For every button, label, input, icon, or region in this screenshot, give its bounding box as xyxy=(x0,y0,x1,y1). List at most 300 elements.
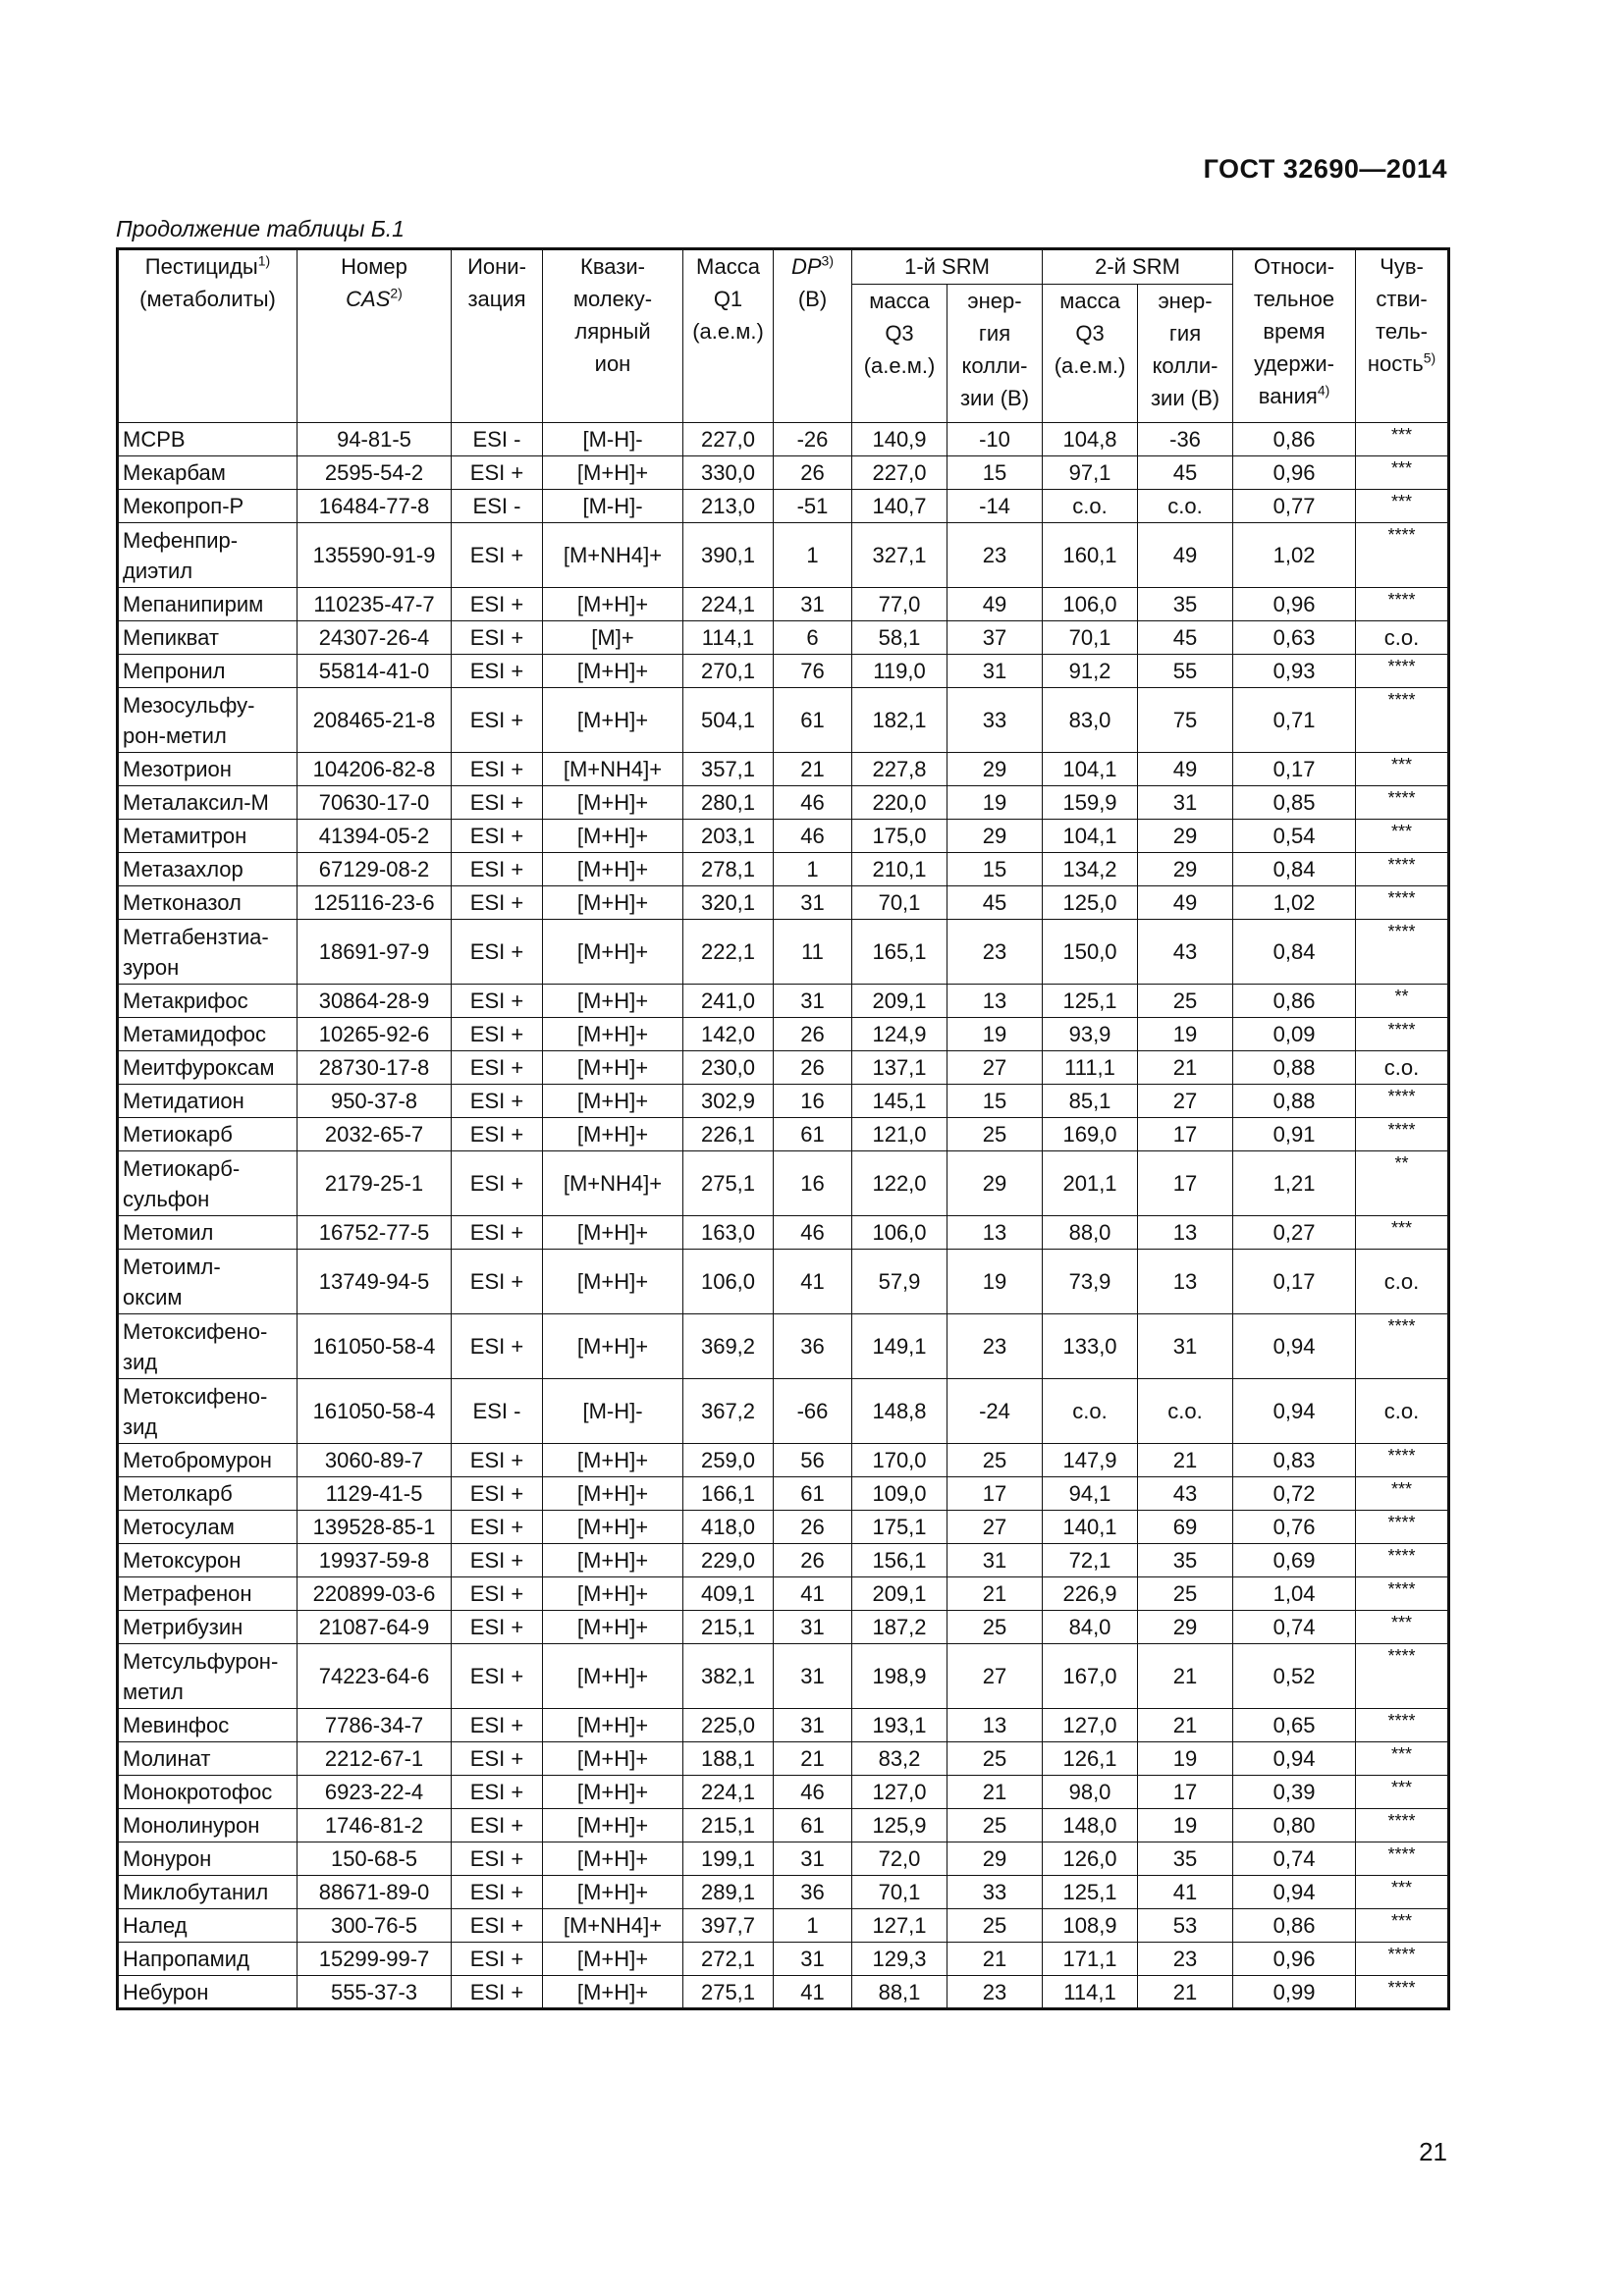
sensitivity-cell: *** xyxy=(1356,820,1449,853)
srm1-energy-cell: 29 xyxy=(947,753,1043,786)
pesticide-name-cell: Метоксурон xyxy=(118,1544,298,1577)
pesticide-name-cell: Метоимл- оксим xyxy=(118,1250,298,1314)
table-row xyxy=(118,1118,1449,1151)
relative-time-cell: 0,88 xyxy=(1233,1051,1356,1085)
mass-q1-cell: 278,1 xyxy=(683,853,774,886)
srm2-mass-q3-cell: 111,1 xyxy=(1043,1051,1138,1085)
sensitivity-cell: **** xyxy=(1356,1511,1449,1544)
mass-q1-cell: 369,2 xyxy=(683,1314,774,1379)
srm1-energy-cell: 27 xyxy=(947,1644,1043,1709)
srm1-mass-q3-cell: 227,0 xyxy=(852,456,947,490)
srm2-mass-q3-cell: 73,9 xyxy=(1043,1250,1138,1314)
srm1-mass-q3-cell: 148,8 xyxy=(852,1379,947,1444)
pesticide-name-cell: Метомил xyxy=(118,1216,298,1250)
relative-time-cell: 0,39 xyxy=(1233,1776,1356,1809)
table-row xyxy=(118,688,1449,753)
pesticide-name-cell: Мекопроп-Р xyxy=(118,490,298,523)
srm1-energy-cell: 15 xyxy=(947,853,1043,886)
dp-cell: -51 xyxy=(774,490,852,523)
dp-cell: 61 xyxy=(774,1809,852,1842)
srm2-mass-q3-cell: 160,1 xyxy=(1043,523,1138,588)
relative-time-cell: 0,74 xyxy=(1233,1611,1356,1644)
mass-q1-cell: 275,1 xyxy=(683,1151,774,1216)
table-row xyxy=(118,490,1449,523)
srm1-mass-q3-cell: 137,1 xyxy=(852,1051,947,1085)
quasi-ion-cell: [M+H]+ xyxy=(543,1943,683,1976)
srm1-energy-cell: 25 xyxy=(947,1444,1043,1477)
dp-cell: 26 xyxy=(774,456,852,490)
pesticide-name-cell: Метобромурон xyxy=(118,1444,298,1477)
table-row xyxy=(118,1051,1449,1085)
srm1-energy-cell: 37 xyxy=(947,621,1043,655)
dp-cell: 1 xyxy=(774,1909,852,1943)
pesticide-name-cell: Налед xyxy=(118,1909,298,1943)
mass-q1-cell: 213,0 xyxy=(683,490,774,523)
dp-cell: 31 xyxy=(774,1943,852,1976)
cas-cell: 125116-23-6 xyxy=(298,886,452,920)
srm2-mass-q3-cell: 84,0 xyxy=(1043,1611,1138,1644)
pesticide-name-cell: Метазахлор xyxy=(118,853,298,886)
quasi-ion-cell: [M+H]+ xyxy=(543,1644,683,1709)
relative-time-cell: 0,54 xyxy=(1233,820,1356,853)
srm1-energy-cell: 13 xyxy=(947,1216,1043,1250)
mass-q1-cell: 224,1 xyxy=(683,588,774,621)
cas-cell: 19937-59-8 xyxy=(298,1544,452,1577)
table-row xyxy=(118,985,1449,1018)
quasi-ion-cell: [M+H]+ xyxy=(543,456,683,490)
srm2-energy-cell: 17 xyxy=(1138,1776,1233,1809)
mass-q1-cell: 230,0 xyxy=(683,1051,774,1085)
sensitivity-cell: *** xyxy=(1356,1776,1449,1809)
quasi-ion-cell: [M+H]+ xyxy=(543,1118,683,1151)
mass-q1-cell: 188,1 xyxy=(683,1742,774,1776)
cas-cell: 150-68-5 xyxy=(298,1842,452,1876)
relative-time-cell: 0,94 xyxy=(1233,1314,1356,1379)
srm1-energy-cell: -10 xyxy=(947,423,1043,456)
srm2-mass-q3-cell: 104,1 xyxy=(1043,753,1138,786)
cas-cell: 6923-22-4 xyxy=(298,1776,452,1809)
srm2-energy-cell: 49 xyxy=(1138,523,1233,588)
ionization-cell: ESI + xyxy=(452,1842,543,1876)
srm2-mass-q3-cell: 72,1 xyxy=(1043,1544,1138,1577)
quasi-ion-cell: [M+H]+ xyxy=(543,588,683,621)
quasi-ion-cell: [M+H]+ xyxy=(543,655,683,688)
ionization-cell: ESI + xyxy=(452,1776,543,1809)
mass-q1-cell: 203,1 xyxy=(683,820,774,853)
ionization-cell: ESI + xyxy=(452,655,543,688)
srm1-energy-cell: 33 xyxy=(947,1876,1043,1909)
dp-cell: 41 xyxy=(774,1976,852,2009)
pesticide-name-cell: Меитфуроксам xyxy=(118,1051,298,1085)
dp-cell: 31 xyxy=(774,1644,852,1709)
quasi-ion-cell: [M-H]- xyxy=(543,1379,683,1444)
quasi-ion-cell: [M+H]+ xyxy=(543,1776,683,1809)
srm2-mass-q3-cell: 159,9 xyxy=(1043,786,1138,820)
table-row xyxy=(118,1511,1449,1544)
mass-q1-cell: 418,0 xyxy=(683,1511,774,1544)
cas-cell: 2595-54-2 xyxy=(298,456,452,490)
relative-time-cell: 0,09 xyxy=(1233,1018,1356,1051)
ionization-cell: ESI + xyxy=(452,985,543,1018)
srm2-energy-cell: 27 xyxy=(1138,1085,1233,1118)
srm2-energy-cell: 25 xyxy=(1138,985,1233,1018)
srm2-energy-cell: 75 xyxy=(1138,688,1233,753)
ionization-cell: ESI + xyxy=(452,688,543,753)
srm2-energy-cell: 19 xyxy=(1138,1809,1233,1842)
mass-q1-cell: 225,0 xyxy=(683,1709,774,1742)
mass-q1-cell: 259,0 xyxy=(683,1444,774,1477)
header-mass-q1: Масса Q1 (а.е.м.) xyxy=(683,249,774,423)
cas-cell: 74223-64-6 xyxy=(298,1644,452,1709)
srm2-energy-cell: 29 xyxy=(1138,820,1233,853)
srm2-mass-q3-cell: 106,0 xyxy=(1043,588,1138,621)
srm2-energy-cell: 21 xyxy=(1138,1976,1233,2009)
mass-q1-cell: 382,1 xyxy=(683,1644,774,1709)
table-row xyxy=(118,1444,1449,1477)
quasi-ion-cell: [M+H]+ xyxy=(543,1250,683,1314)
cas-cell: 208465-21-8 xyxy=(298,688,452,753)
cas-cell: 16752-77-5 xyxy=(298,1216,452,1250)
quasi-ion-cell: [M+H]+ xyxy=(543,1085,683,1118)
sensitivity-cell: *** xyxy=(1356,490,1449,523)
ionization-cell: ESI + xyxy=(452,1577,543,1611)
dp-cell: 26 xyxy=(774,1511,852,1544)
ionization-cell: ESI + xyxy=(452,1314,543,1379)
quasi-ion-cell: [M+H]+ xyxy=(543,820,683,853)
dp-cell: 31 xyxy=(774,985,852,1018)
relative-time-cell: 0,96 xyxy=(1233,588,1356,621)
quasi-ion-cell: [M+NH4]+ xyxy=(543,753,683,786)
srm2-energy-cell: 21 xyxy=(1138,1709,1233,1742)
srm1-mass-q3-cell: 227,8 xyxy=(852,753,947,786)
srm2-mass-q3-cell: 201,1 xyxy=(1043,1151,1138,1216)
cas-cell: 300-76-5 xyxy=(298,1909,452,1943)
srm1-mass-q3-cell: 125,9 xyxy=(852,1809,947,1842)
ionization-cell: ESI + xyxy=(452,588,543,621)
cas-cell: 67129-08-2 xyxy=(298,853,452,886)
cas-cell: 24307-26-4 xyxy=(298,621,452,655)
srm2-mass-q3-cell: 108,9 xyxy=(1043,1909,1138,1943)
quasi-ion-cell: [M+H]+ xyxy=(543,1511,683,1544)
ionization-cell: ESI + xyxy=(452,1809,543,1842)
mass-q1-cell: 275,1 xyxy=(683,1976,774,2009)
relative-time-cell: 0,80 xyxy=(1233,1809,1356,1842)
mass-q1-cell: 215,1 xyxy=(683,1809,774,1842)
table-row xyxy=(118,1544,1449,1577)
srm2-energy-cell: 29 xyxy=(1138,853,1233,886)
srm2-energy-cell: 13 xyxy=(1138,1216,1233,1250)
dp-cell: 21 xyxy=(774,753,852,786)
dp-cell: 56 xyxy=(774,1444,852,1477)
pesticide-name-cell: Миклобутанил xyxy=(118,1876,298,1909)
srm1-energy-cell: 19 xyxy=(947,786,1043,820)
dp-cell: 46 xyxy=(774,1216,852,1250)
srm2-mass-q3-cell: 140,1 xyxy=(1043,1511,1138,1544)
dp-cell: 41 xyxy=(774,1577,852,1611)
cas-cell: 70630-17-0 xyxy=(298,786,452,820)
srm1-energy-cell: 33 xyxy=(947,688,1043,753)
ionization-cell: ESI + xyxy=(452,753,543,786)
dp-cell: 26 xyxy=(774,1018,852,1051)
srm1-energy-cell: 19 xyxy=(947,1250,1043,1314)
quasi-ion-cell: [M+H]+ xyxy=(543,786,683,820)
mass-q1-cell: 302,9 xyxy=(683,1085,774,1118)
mass-q1-cell: 142,0 xyxy=(683,1018,774,1051)
ionization-cell: ESI + xyxy=(452,820,543,853)
sensitivity-cell: **** xyxy=(1356,1943,1449,1976)
mass-q1-cell: 215,1 xyxy=(683,1611,774,1644)
srm2-energy-cell: 21 xyxy=(1138,1644,1233,1709)
srm1-energy-cell: 23 xyxy=(947,523,1043,588)
sensitivity-cell: **** xyxy=(1356,1976,1449,2009)
srm2-energy-cell: с.о. xyxy=(1138,490,1233,523)
table-row xyxy=(118,1085,1449,1118)
srm1-mass-q3-cell: 127,0 xyxy=(852,1776,947,1809)
srm2-energy-cell: 31 xyxy=(1138,786,1233,820)
dp-cell: 31 xyxy=(774,1611,852,1644)
relative-time-cell: 0,83 xyxy=(1233,1444,1356,1477)
srm1-energy-cell: 49 xyxy=(947,588,1043,621)
relative-time-cell: 0,99 xyxy=(1233,1976,1356,2009)
srm1-mass-q3-cell: 175,0 xyxy=(852,820,947,853)
cas-cell: 2212-67-1 xyxy=(298,1742,452,1776)
quasi-ion-cell: [M+H]+ xyxy=(543,1709,683,1742)
relative-time-cell: 0,17 xyxy=(1233,753,1356,786)
pesticide-name-cell: Метсульфурон- метил xyxy=(118,1644,298,1709)
srm1-energy-cell: 25 xyxy=(947,1809,1043,1842)
relative-time-cell: 0,84 xyxy=(1233,853,1356,886)
srm1-mass-q3-cell: 210,1 xyxy=(852,853,947,886)
srm2-mass-q3-cell: 94,1 xyxy=(1043,1477,1138,1511)
sensitivity-cell: с.о. xyxy=(1356,1250,1449,1314)
table-row xyxy=(118,1809,1449,1842)
sensitivity-cell: с.о. xyxy=(1356,1051,1449,1085)
quasi-ion-cell: [M+H]+ xyxy=(543,1051,683,1085)
header-srm2-mass-q3: масса Q3 (а.е.м.) xyxy=(1043,285,1138,423)
srm1-energy-cell: 21 xyxy=(947,1577,1043,1611)
mass-q1-cell: 199,1 xyxy=(683,1842,774,1876)
pesticide-name-cell: Металаксил-М xyxy=(118,786,298,820)
cas-cell: 28730-17-8 xyxy=(298,1051,452,1085)
dp-cell: 6 xyxy=(774,621,852,655)
srm2-mass-q3-cell: 114,1 xyxy=(1043,1976,1138,2009)
ionization-cell: ESI + xyxy=(452,1976,543,2009)
quasi-ion-cell: [M-H]- xyxy=(543,423,683,456)
ionization-cell: ESI + xyxy=(452,456,543,490)
srm1-mass-q3-cell: 70,1 xyxy=(852,1876,947,1909)
sensitivity-cell: ** xyxy=(1356,985,1449,1018)
quasi-ion-cell: [M+H]+ xyxy=(543,1477,683,1511)
srm1-mass-q3-cell: 140,9 xyxy=(852,423,947,456)
srm1-mass-q3-cell: 58,1 xyxy=(852,621,947,655)
sensitivity-cell: **** xyxy=(1356,853,1449,886)
cas-cell: 104206-82-8 xyxy=(298,753,452,786)
quasi-ion-cell: [M+H]+ xyxy=(543,688,683,753)
quasi-ion-cell: [M+H]+ xyxy=(543,1544,683,1577)
pesticide-name-cell: Метгабензтиа- зурон xyxy=(118,920,298,985)
srm2-energy-cell: 35 xyxy=(1138,1544,1233,1577)
srm2-energy-cell: 35 xyxy=(1138,1842,1233,1876)
srm1-mass-q3-cell: 187,2 xyxy=(852,1611,947,1644)
srm2-mass-q3-cell: 150,0 xyxy=(1043,920,1138,985)
table-continuation-caption: Продолжение таблицы Б.1 xyxy=(116,216,405,241)
quasi-ion-cell: [M+H]+ xyxy=(543,1976,683,2009)
relative-time-cell: 0,71 xyxy=(1233,688,1356,753)
dp-cell: 31 xyxy=(774,1709,852,1742)
cas-cell: 88671-89-0 xyxy=(298,1876,452,1909)
dp-cell: 31 xyxy=(774,588,852,621)
srm1-mass-q3-cell: 124,9 xyxy=(852,1018,947,1051)
cas-cell: 3060-89-7 xyxy=(298,1444,452,1477)
srm1-energy-cell: 31 xyxy=(947,1544,1043,1577)
dp-cell: -26 xyxy=(774,423,852,456)
ionization-cell: ESI + xyxy=(452,1444,543,1477)
srm1-energy-cell: 15 xyxy=(947,456,1043,490)
srm2-energy-cell: 69 xyxy=(1138,1511,1233,1544)
srm2-energy-cell: 53 xyxy=(1138,1909,1233,1943)
relative-time-cell: 0,93 xyxy=(1233,655,1356,688)
table-row xyxy=(118,1709,1449,1742)
cas-cell: 16484-77-8 xyxy=(298,490,452,523)
dp-cell: 1 xyxy=(774,523,852,588)
sensitivity-cell: **** xyxy=(1356,1809,1449,1842)
pesticide-name-cell: Мезосульфу- рон-метил xyxy=(118,688,298,753)
srm1-energy-cell: 19 xyxy=(947,1018,1043,1051)
srm1-mass-q3-cell: 145,1 xyxy=(852,1085,947,1118)
dp-cell: 41 xyxy=(774,1250,852,1314)
relative-time-cell: 0,91 xyxy=(1233,1118,1356,1151)
pesticide-name-cell: Метамидофос xyxy=(118,1018,298,1051)
cas-cell: 555-37-3 xyxy=(298,1976,452,2009)
srm1-mass-q3-cell: 119,0 xyxy=(852,655,947,688)
quasi-ion-cell: [M+H]+ xyxy=(543,985,683,1018)
srm2-mass-q3-cell: 126,0 xyxy=(1043,1842,1138,1876)
relative-time-cell: 0,72 xyxy=(1233,1477,1356,1511)
dp-cell: 1 xyxy=(774,853,852,886)
cas-cell: 2179-25-1 xyxy=(298,1151,452,1216)
sensitivity-cell: **** xyxy=(1356,688,1449,753)
pesticide-name-cell: Метамитрон xyxy=(118,820,298,853)
sensitivity-cell: **** xyxy=(1356,920,1449,985)
srm1-energy-cell: 31 xyxy=(947,655,1043,688)
pesticide-name-cell: Метиокарб xyxy=(118,1118,298,1151)
table-row xyxy=(118,920,1449,985)
relative-time-cell: 0,96 xyxy=(1233,456,1356,490)
sensitivity-cell: **** xyxy=(1356,1314,1449,1379)
srm2-mass-q3-cell: 93,9 xyxy=(1043,1018,1138,1051)
srm2-mass-q3-cell: 167,0 xyxy=(1043,1644,1138,1709)
srm1-energy-cell: -24 xyxy=(947,1379,1043,1444)
srm2-mass-q3-cell: 171,1 xyxy=(1043,1943,1138,1976)
srm2-energy-cell: 19 xyxy=(1138,1742,1233,1776)
srm1-mass-q3-cell: 77,0 xyxy=(852,588,947,621)
srm1-mass-q3-cell: 165,1 xyxy=(852,920,947,985)
cas-cell: 135590-91-9 xyxy=(298,523,452,588)
relative-time-cell: 0,77 xyxy=(1233,490,1356,523)
table-row xyxy=(118,621,1449,655)
srm2-mass-q3-cell: 125,1 xyxy=(1043,985,1138,1018)
quasi-ion-cell: [M+NH4]+ xyxy=(543,523,683,588)
srm1-energy-cell: 13 xyxy=(947,985,1043,1018)
ionization-cell: ESI + xyxy=(452,1644,543,1709)
mass-q1-cell: 270,1 xyxy=(683,655,774,688)
cas-cell: 161050-58-4 xyxy=(298,1314,452,1379)
sensitivity-cell: **** xyxy=(1356,523,1449,588)
srm1-mass-q3-cell: 156,1 xyxy=(852,1544,947,1577)
pesticide-name-cell: Метоксифено- зид xyxy=(118,1314,298,1379)
srm2-energy-cell: 49 xyxy=(1138,753,1233,786)
table-row xyxy=(118,753,1449,786)
sensitivity-cell: **** xyxy=(1356,786,1449,820)
ionization-cell: ESI + xyxy=(452,1216,543,1250)
dp-cell: 46 xyxy=(774,820,852,853)
table-row xyxy=(118,1379,1449,1444)
relative-time-cell: 1,21 xyxy=(1233,1151,1356,1216)
srm2-mass-q3-cell: 125,0 xyxy=(1043,886,1138,920)
srm1-mass-q3-cell: 220,0 xyxy=(852,786,947,820)
srm2-energy-cell: 35 xyxy=(1138,588,1233,621)
relative-time-cell: 0,69 xyxy=(1233,1544,1356,1577)
sensitivity-cell: *** xyxy=(1356,753,1449,786)
cas-cell: 110235-47-7 xyxy=(298,588,452,621)
relative-time-cell: 0,94 xyxy=(1233,1876,1356,1909)
sensitivity-cell: **** xyxy=(1356,1644,1449,1709)
table-row xyxy=(118,1151,1449,1216)
ionization-cell: ESI - xyxy=(452,490,543,523)
table-row xyxy=(118,1611,1449,1644)
srm2-energy-cell: 19 xyxy=(1138,1018,1233,1051)
pesticide-name-cell: Метакрифос xyxy=(118,985,298,1018)
mass-q1-cell: 409,1 xyxy=(683,1577,774,1611)
srm1-energy-cell: 25 xyxy=(947,1611,1043,1644)
srm1-mass-q3-cell: 121,0 xyxy=(852,1118,947,1151)
sensitivity-cell: **** xyxy=(1356,1577,1449,1611)
cas-cell: 94-81-5 xyxy=(298,423,452,456)
pesticide-name-cell: Мепанипирим xyxy=(118,588,298,621)
srm1-mass-q3-cell: 170,0 xyxy=(852,1444,947,1477)
srm2-energy-cell: 17 xyxy=(1138,1151,1233,1216)
sensitivity-cell: **** xyxy=(1356,1544,1449,1577)
dp-cell: 11 xyxy=(774,920,852,985)
quasi-ion-cell: [M+NH4]+ xyxy=(543,1909,683,1943)
ionization-cell: ESI + xyxy=(452,1876,543,1909)
srm2-mass-q3-cell: 70,1 xyxy=(1043,621,1138,655)
srm2-energy-cell: 43 xyxy=(1138,920,1233,985)
ionization-cell: ESI + xyxy=(452,1943,543,1976)
ionization-cell: ESI - xyxy=(452,423,543,456)
mass-q1-cell: 367,2 xyxy=(683,1379,774,1444)
srm1-energy-cell: 29 xyxy=(947,1151,1043,1216)
quasi-ion-cell: [M+H]+ xyxy=(543,1018,683,1051)
srm2-mass-q3-cell: с.о. xyxy=(1043,1379,1138,1444)
ionization-cell: ESI + xyxy=(452,1118,543,1151)
relative-time-cell: 0,84 xyxy=(1233,920,1356,985)
srm1-mass-q3-cell: 209,1 xyxy=(852,1577,947,1611)
quasi-ion-cell: [M+H]+ xyxy=(543,1876,683,1909)
relative-time-cell: 0,27 xyxy=(1233,1216,1356,1250)
srm1-mass-q3-cell: 57,9 xyxy=(852,1250,947,1314)
relative-time-cell: 1,02 xyxy=(1233,886,1356,920)
pesticide-name-cell: Мефенпир- диэтил xyxy=(118,523,298,588)
table-row xyxy=(118,1943,1449,1976)
relative-time-cell: 1,02 xyxy=(1233,523,1356,588)
srm1-mass-q3-cell: 140,7 xyxy=(852,490,947,523)
ionization-cell: ESI + xyxy=(452,1909,543,1943)
table-row xyxy=(118,456,1449,490)
srm2-mass-q3-cell: 83,0 xyxy=(1043,688,1138,753)
table-row xyxy=(118,1314,1449,1379)
srm2-mass-q3-cell: 85,1 xyxy=(1043,1085,1138,1118)
